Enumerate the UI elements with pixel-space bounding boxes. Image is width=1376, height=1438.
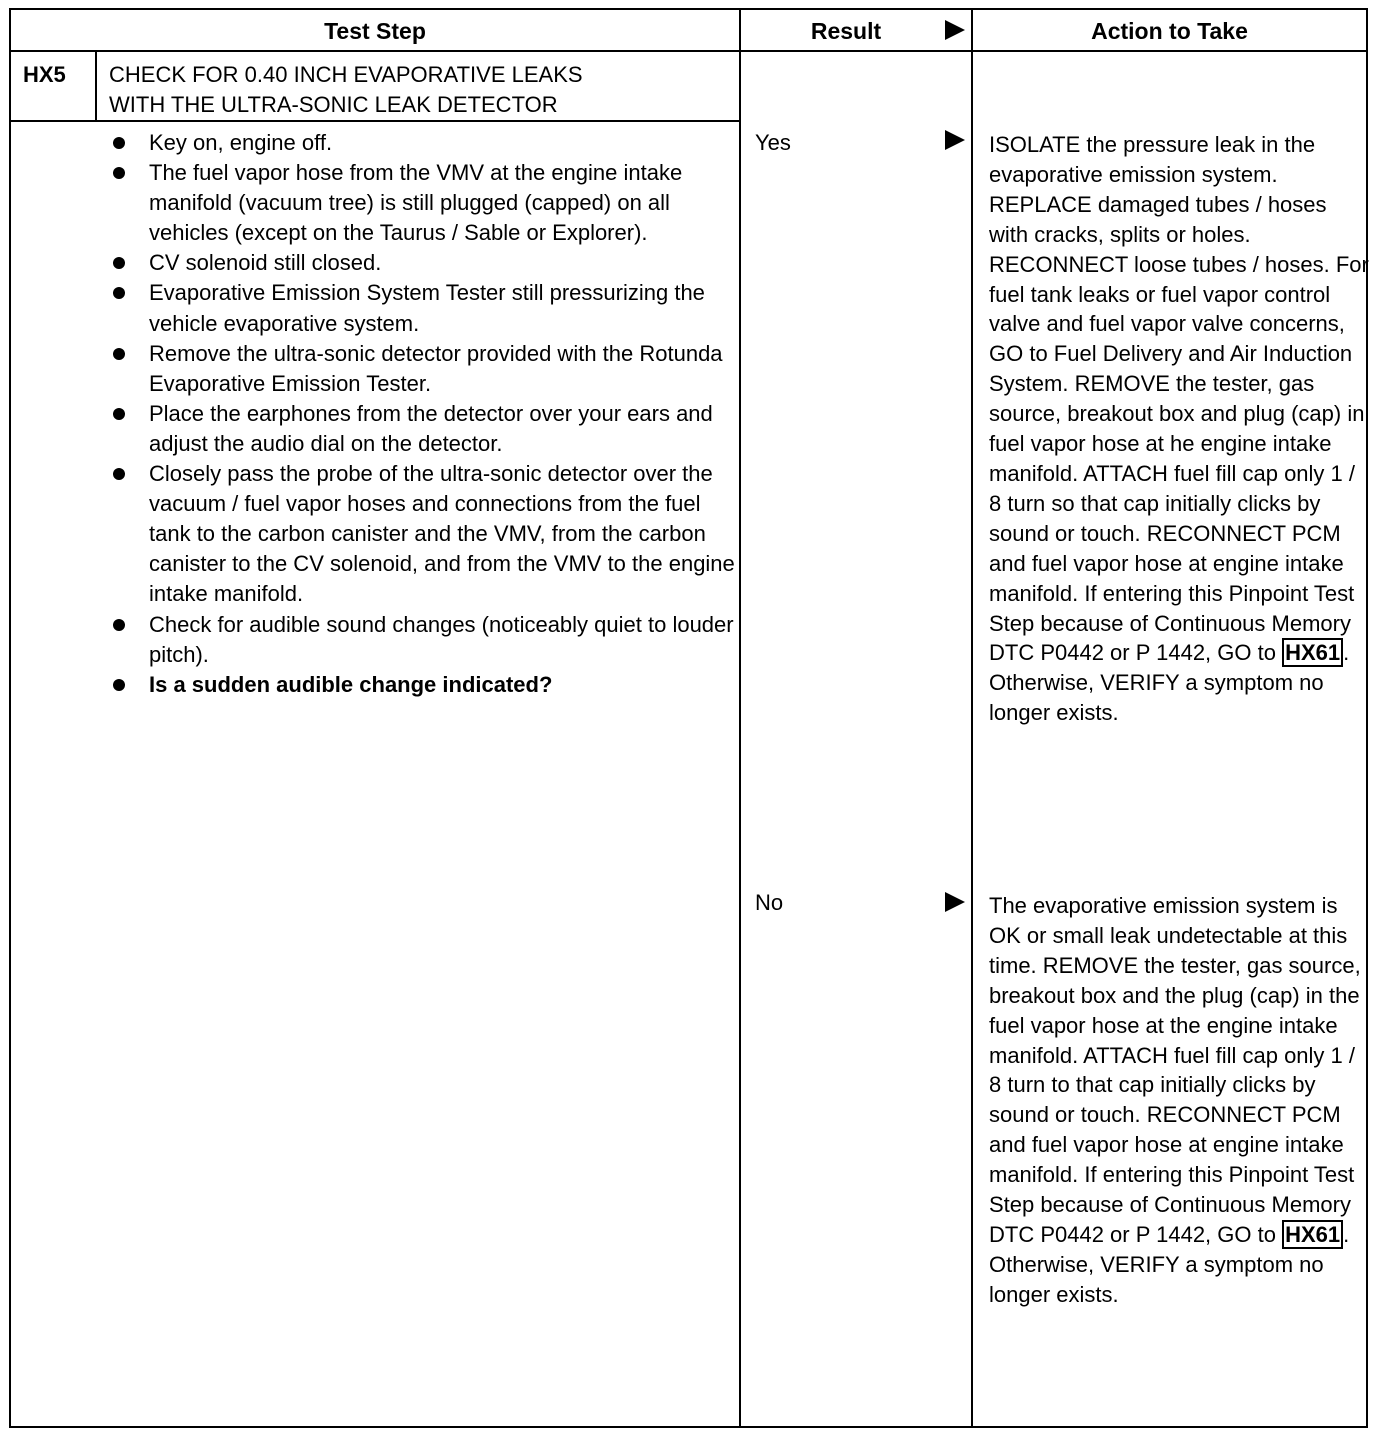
result-no: No: [755, 890, 784, 915]
list-item: [109, 339, 739, 399]
step-id-divider: [95, 50, 97, 122]
bullet-icon: [113, 137, 125, 149]
list-item: [109, 278, 739, 338]
list-item-text: Is a sudden audible change indicated?: [149, 671, 553, 697]
list-item-text: CV solenoid still closed.: [149, 250, 382, 276]
list-item-question: [109, 670, 739, 700]
arrow-icon: [945, 130, 965, 150]
step-title-line: WITH THE ULTRA-SONIC LEAK DETECTOR: [109, 92, 558, 117]
arrow-icon: [945, 20, 965, 40]
step-title-rule: [11, 120, 739, 122]
action-text: . Otherwise, VERIFY a symptom no longer exists.: [989, 640, 1350, 726]
header-test-step: Test Step: [324, 17, 426, 44]
header-rule: [11, 50, 1366, 52]
list-item-text: Place the earphones from the detector over your ears and adjust the audio dial on the detector.: [149, 400, 713, 456]
action-no: [989, 891, 1371, 1310]
list-item: [109, 459, 739, 609]
action-yes: [989, 130, 1371, 728]
arrow-icon: [945, 892, 965, 912]
column-divider: [971, 10, 973, 1426]
list-item: [109, 248, 739, 278]
bullet-icon: [113, 408, 125, 420]
pinpoint-test-table: [9, 8, 1368, 1428]
list-item-text: Closely pass the probe of the ultra-sonic detector over the vacuum / fuel vapor hoses and connections from the fuel tank to the carbon canister and the VMV, from the carbon canister to the CV solenoid, and from the VMV to the engine intake manifold.: [149, 461, 735, 607]
step-title: [109, 60, 583, 120]
list-item: [109, 399, 739, 459]
list-item-text: Remove the ultra-sonic detector provided with the Rotunda Evaporative Emission Tester.: [149, 340, 723, 396]
header-action: Action to Take: [1091, 17, 1248, 44]
header-result: Result: [810, 17, 882, 44]
column-divider: [739, 10, 741, 1426]
step-reference-link[interactable]: HX61: [1282, 638, 1343, 667]
action-text: ISOLATE the pressure leak in the evaporative emission system. REPLACE damaged tubes / hoses with cracks, splits or holes. RECONNECT loose tubes / hoses. For fuel tank leaks or fuel vapor control valve and fuel vapor valve concerns, GO to Fuel Delivery and Air Induction System. REMOVE the tester, gas source, breakout box and plug (cap) in fuel vapor hose at he engine intake manifold. ATTACH fuel fill cap only 1 / 8 turn so that cap initially clicks by sound or touch. RECONNECT PCM and fuel vapor hose at engine intake manifold. If entering this Pinpoint Test Step because of Continuous Memory DTC P0442 or P 1442, GO to: [989, 132, 1369, 666]
list-item: [109, 610, 739, 670]
list-item: [109, 128, 739, 158]
step-bullet-list: [109, 128, 739, 700]
action-text: . Otherwise, VERIFY a symptom no longer exists.: [989, 1221, 1350, 1307]
list-item-text: Check for audible sound changes (noticeably quiet to louder pitch).: [149, 611, 734, 667]
list-item-text: Evaporative Emission System Tester still pressurizing the vehicle evaporative system.: [149, 280, 705, 336]
bullet-icon: [113, 167, 125, 179]
step-id: HX5: [23, 62, 66, 87]
bullet-icon: [113, 619, 125, 631]
result-yes: Yes: [755, 130, 791, 155]
bullet-icon: [113, 348, 125, 360]
bullet-icon: [113, 679, 125, 691]
action-text: The evaporative emission system is OK or small leak undetectable at this time. REMOVE the tester, gas source, breakout box and the plug (cap) in the fuel vapor hose at the engine intake manifold. ATTACH fuel fill cap only 1 / 8 turn to that cap initially clicks by sound or touch. RECONNECT PCM and fuel vapor hose at engine intake manifold. If entering this Pinpoint Test Step because of Continuous Memory DTC P0442 or P 1442, GO to: [989, 893, 1361, 1247]
bullet-icon: [113, 257, 125, 269]
list-item-text: The fuel vapor hose from the VMV at the engine intake manifold (vacuum tree) is still plugged (capped) on all vehicles (except on the Taurus / Sable or Explorer).: [149, 160, 683, 246]
list-item: [109, 158, 739, 248]
step-reference-link[interactable]: HX61: [1282, 1220, 1343, 1249]
step-title-line: CHECK FOR 0.40 INCH EVAPORATIVE LEAKS: [109, 62, 583, 87]
bullet-icon: [113, 287, 125, 299]
bullet-icon: [113, 468, 125, 480]
list-item-text: Key on, engine off.: [149, 130, 333, 155]
